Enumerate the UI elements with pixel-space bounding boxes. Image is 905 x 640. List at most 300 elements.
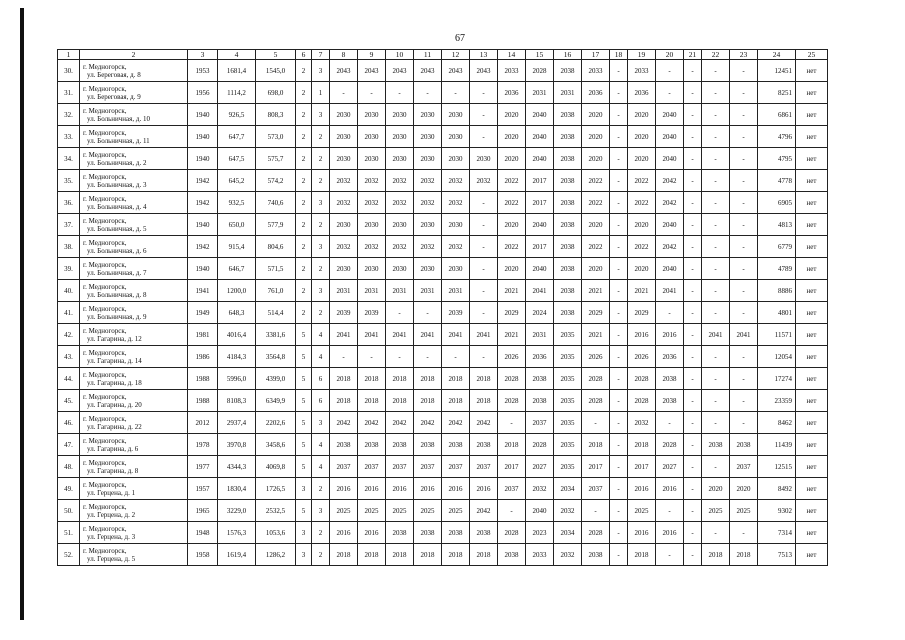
table-cell-col-3: 1949 — [188, 302, 218, 324]
table-cell-col-19: 2020 — [628, 148, 656, 170]
table-cell-col-23: - — [730, 82, 758, 104]
table-cell-col-20: - — [656, 500, 684, 522]
table-cell-col-21: - — [684, 148, 702, 170]
address-street: ул. Гагарина, д. 22 — [87, 422, 142, 431]
table-cell-col-16: 2034 — [554, 478, 582, 500]
table-cell-col-7: 2 — [312, 170, 330, 192]
address-city: г. Медногорск, — [83, 502, 127, 511]
table-cell-col-15: 2028 — [526, 434, 554, 456]
table-cell-col-19: 2016 — [628, 522, 656, 544]
table-cell-col-3: 1940 — [188, 148, 218, 170]
table-cell-col-25: нет — [796, 302, 828, 324]
table-cell-col-21: - — [684, 390, 702, 412]
address-city: г. Медногорск, — [83, 392, 127, 401]
table-cell-col-12: 2030 — [442, 148, 470, 170]
address-street: ул. Больничная, д. 8 — [87, 290, 147, 299]
table-cell-col-20: 2027 — [656, 456, 684, 478]
table-cell-col-11: 2030 — [414, 148, 442, 170]
table-cell-col-12: 2039 — [442, 302, 470, 324]
address-cell — [80, 104, 188, 126]
table-cell-col-14: 2022 — [498, 192, 526, 214]
table-cell-col-18: - — [610, 192, 628, 214]
housing-register-table — [57, 49, 828, 566]
column-header-1: 1 — [58, 50, 80, 60]
table-cell-col-15: 2040 — [526, 148, 554, 170]
table-cell-col-19: 2026 — [628, 346, 656, 368]
table-cell-col-24: 12054 — [758, 346, 796, 368]
table-cell-col-14: 2020 — [498, 148, 526, 170]
table-cell-col-17: 2026 — [582, 346, 610, 368]
table-cell-col-20: - — [656, 302, 684, 324]
table-cell-col-24: 8886 — [758, 280, 796, 302]
table-cell-col-19: 2028 — [628, 368, 656, 390]
table-cell-col-18: - — [610, 456, 628, 478]
table-cell-col-22: - — [702, 302, 730, 324]
table-cell-col-5: 577,9 — [256, 214, 296, 236]
table-cell-col-13: 2038 — [470, 522, 498, 544]
table-cell-col-7: 3 — [312, 236, 330, 258]
table-cell-col-14: - — [498, 412, 526, 434]
table-cell-col-11: 2042 — [414, 412, 442, 434]
table-cell-col-13: 2016 — [470, 478, 498, 500]
table-cell-col-23: - — [730, 368, 758, 390]
table-cell-col-3: 1956 — [188, 82, 218, 104]
table-cell-col-5: 2532,5 — [256, 500, 296, 522]
table-cell-col-13: 2042 — [470, 412, 498, 434]
table-cell-col-19: 2036 — [628, 82, 656, 104]
table-cell-col-17: 2029 — [582, 302, 610, 324]
table-cell-col-21: - — [684, 214, 702, 236]
column-header-22: 22 — [702, 50, 730, 60]
table-row — [58, 126, 828, 148]
table-cell-col-17: - — [582, 412, 610, 434]
column-header-24: 24 — [758, 50, 796, 60]
table-cell-col-20: 2040 — [656, 104, 684, 126]
table-cell-col-12: 2016 — [442, 478, 470, 500]
table-cell-col-24: 23359 — [758, 390, 796, 412]
table-cell-col-14: 2020 — [498, 258, 526, 280]
table-cell-col-9: 2030 — [358, 104, 386, 126]
row-number: 36. — [58, 192, 80, 214]
table-cell-col-6: 2 — [296, 192, 312, 214]
table-cell-col-4: 1200,0 — [218, 280, 256, 302]
table-cell-col-12: 2030 — [442, 214, 470, 236]
table-cell-col-9: 2043 — [358, 60, 386, 82]
table-cell-col-17: 2021 — [582, 280, 610, 302]
table-cell-col-25: нет — [796, 258, 828, 280]
table-cell-col-13: - — [470, 302, 498, 324]
table-cell-col-9: 2037 — [358, 456, 386, 478]
address-cell — [80, 60, 188, 82]
table-cell-col-5: 1545,0 — [256, 60, 296, 82]
table-cell-col-5: 808,3 — [256, 104, 296, 126]
table-cell-col-21: - — [684, 346, 702, 368]
address-street: ул. Больничная, д. 9 — [87, 312, 147, 321]
table-cell-col-10: 2030 — [386, 104, 414, 126]
table-cell-col-4: 3970,8 — [218, 434, 256, 456]
table-cell-col-25: нет — [796, 522, 828, 544]
table-cell-col-5: 740,6 — [256, 192, 296, 214]
table-cell-col-5: 573,0 — [256, 126, 296, 148]
table-cell-col-23: - — [730, 148, 758, 170]
table-cell-col-18: - — [610, 434, 628, 456]
table-cell-col-10: 2032 — [386, 192, 414, 214]
table-cell-col-25: нет — [796, 170, 828, 192]
table-cell-col-22: - — [702, 170, 730, 192]
table-cell-col-15: 2024 — [526, 302, 554, 324]
table-cell-col-7: 3 — [312, 192, 330, 214]
table-cell-col-17: 2033 — [582, 60, 610, 82]
table-cell-col-11: 2038 — [414, 522, 442, 544]
table-cell-col-17: 2028 — [582, 522, 610, 544]
table-cell-col-16: 2038 — [554, 104, 582, 126]
column-header-21: 21 — [684, 50, 702, 60]
table-cell-col-17: 2020 — [582, 214, 610, 236]
address-cell — [80, 170, 188, 192]
table-cell-col-22: - — [702, 104, 730, 126]
table-cell-col-23: - — [730, 104, 758, 126]
table-cell-col-23: - — [730, 170, 758, 192]
address-city: г. Медногорск, — [83, 458, 127, 467]
table-cell-col-10: 2037 — [386, 456, 414, 478]
table-cell-col-9: 2042 — [358, 412, 386, 434]
address-city: г. Медногорск, — [83, 436, 127, 445]
table-cell-col-13: - — [470, 346, 498, 368]
table-cell-col-8: 2037 — [330, 456, 358, 478]
column-header-19: 19 — [628, 50, 656, 60]
address-city: г. Медногорск, — [83, 546, 127, 555]
table-cell-col-15: 2017 — [526, 192, 554, 214]
row-number: 37. — [58, 214, 80, 236]
table-cell-col-12: 2030 — [442, 126, 470, 148]
table-cell-col-11: 2030 — [414, 258, 442, 280]
table-cell-col-23: 2025 — [730, 500, 758, 522]
table-cell-col-4: 646,7 — [218, 258, 256, 280]
table-cell-col-23: - — [730, 280, 758, 302]
column-header-25: 25 — [796, 50, 828, 60]
table-cell-col-10: 2038 — [386, 434, 414, 456]
table-cell-col-8: 2030 — [330, 104, 358, 126]
table-cell-col-7: 4 — [312, 324, 330, 346]
table-cell-col-15: 2040 — [526, 126, 554, 148]
table-cell-col-23: - — [730, 346, 758, 368]
table-cell-col-21: - — [684, 280, 702, 302]
table-cell-col-17: 2020 — [582, 104, 610, 126]
table-cell-col-4: 647,5 — [218, 148, 256, 170]
table-cell-col-8: 2025 — [330, 500, 358, 522]
row-number: 47. — [58, 434, 80, 456]
address-street: ул. Герцена, д. 5 — [87, 554, 136, 563]
table-cell-col-6: 2 — [296, 214, 312, 236]
table-cell-col-25: нет — [796, 434, 828, 456]
table-cell-col-21: - — [684, 456, 702, 478]
table-cell-col-22: - — [702, 456, 730, 478]
table-cell-col-11: 2030 — [414, 214, 442, 236]
table-cell-col-10: 2042 — [386, 412, 414, 434]
table-cell-col-25: нет — [796, 192, 828, 214]
row-number: 40. — [58, 280, 80, 302]
table-cell-col-6: 5 — [296, 324, 312, 346]
table-row — [58, 82, 828, 104]
table-cell-col-17: 2028 — [582, 390, 610, 412]
address-street: ул. Береговая, д. 8 — [87, 70, 141, 79]
table-cell-col-13: 2038 — [470, 434, 498, 456]
table-cell-col-9: 2030 — [358, 214, 386, 236]
table-cell-col-10: 2025 — [386, 500, 414, 522]
table-cell-col-14: 2033 — [498, 60, 526, 82]
table-cell-col-16: 2038 — [554, 126, 582, 148]
table-cell-col-17: 2036 — [582, 82, 610, 104]
table-cell-col-11: 2025 — [414, 500, 442, 522]
table-cell-col-11: - — [414, 346, 442, 368]
table-cell-col-7: 3 — [312, 500, 330, 522]
address-street: ул. Гагарина, д. 14 — [87, 356, 142, 365]
table-cell-col-24: 7314 — [758, 522, 796, 544]
address-street: ул. Гагарина, д. 12 — [87, 334, 142, 343]
table-cell-col-21: - — [684, 126, 702, 148]
table-cell-col-18: - — [610, 412, 628, 434]
table-cell-col-17: 2037 — [582, 478, 610, 500]
table-cell-col-9: - — [358, 346, 386, 368]
table-cell-col-22: - — [702, 60, 730, 82]
address-cell — [80, 390, 188, 412]
table-cell-col-6: 2 — [296, 126, 312, 148]
table-cell-col-25: нет — [796, 126, 828, 148]
table-cell-col-24: 4801 — [758, 302, 796, 324]
table-row — [58, 60, 828, 82]
address-city: г. Медногорск, — [83, 150, 127, 159]
address-street: ул. Больничная, д. 7 — [87, 268, 147, 277]
table-cell-col-12: 2030 — [442, 258, 470, 280]
table-cell-col-23: - — [730, 126, 758, 148]
table-cell-col-6: 5 — [296, 368, 312, 390]
table-cell-col-3: 1942 — [188, 192, 218, 214]
table-cell-col-13: - — [470, 236, 498, 258]
table-cell-col-16: 2038 — [554, 148, 582, 170]
address-street: ул. Гагарина, д. 8 — [87, 466, 139, 475]
table-cell-col-23: 2041 — [730, 324, 758, 346]
table-cell-col-3: 1965 — [188, 500, 218, 522]
table-cell-col-7: 3 — [312, 104, 330, 126]
table-cell-col-15: 2017 — [526, 236, 554, 258]
table-cell-col-25: нет — [796, 368, 828, 390]
table-cell-col-15: 2031 — [526, 324, 554, 346]
table-cell-col-11: 2031 — [414, 280, 442, 302]
table-cell-col-11: - — [414, 302, 442, 324]
table-row — [58, 302, 828, 324]
table-cell-col-10: 2030 — [386, 258, 414, 280]
table-cell-col-20: 2040 — [656, 148, 684, 170]
table-cell-col-21: - — [684, 258, 702, 280]
table-cell-col-7: 4 — [312, 434, 330, 456]
table-row — [58, 104, 828, 126]
table-cell-col-4: 645,2 — [218, 170, 256, 192]
table-cell-col-3: 1958 — [188, 544, 218, 566]
table-cell-col-7: 1 — [312, 82, 330, 104]
table-cell-col-13: 2041 — [470, 324, 498, 346]
table-cell-col-19: 2025 — [628, 500, 656, 522]
table-cell-col-9: 2018 — [358, 390, 386, 412]
table-cell-col-7: 2 — [312, 126, 330, 148]
table-cell-col-6: 5 — [296, 500, 312, 522]
table-cell-col-11: 2032 — [414, 236, 442, 258]
table-row — [58, 214, 828, 236]
table-cell-col-6: 3 — [296, 478, 312, 500]
table-cell-col-3: 1940 — [188, 126, 218, 148]
table-cell-col-24: 11439 — [758, 434, 796, 456]
table-cell-col-16: 2038 — [554, 170, 582, 192]
address-cell — [80, 214, 188, 236]
table-cell-col-15: 2023 — [526, 522, 554, 544]
table-row — [58, 544, 828, 566]
table-cell-col-9: 2018 — [358, 368, 386, 390]
column-header-9: 9 — [358, 50, 386, 60]
table-cell-col-14: 2028 — [498, 390, 526, 412]
table-cell-col-12: - — [442, 346, 470, 368]
table-cell-col-11: 2041 — [414, 324, 442, 346]
table-cell-col-13: - — [470, 104, 498, 126]
table-cell-col-11: 2032 — [414, 170, 442, 192]
table-cell-col-3: 1953 — [188, 60, 218, 82]
table-cell-col-15: 2033 — [526, 544, 554, 566]
table-cell-col-17: 2020 — [582, 126, 610, 148]
table-cell-col-20: 2016 — [656, 324, 684, 346]
row-number: 32. — [58, 104, 80, 126]
table-cell-col-15: 2038 — [526, 368, 554, 390]
table-cell-col-23: - — [730, 60, 758, 82]
table-cell-col-5: 1053,6 — [256, 522, 296, 544]
address-city: г. Медногорск, — [83, 348, 127, 357]
row-number: 34. — [58, 148, 80, 170]
table-cell-col-16: 2038 — [554, 280, 582, 302]
table-cell-col-19: 2029 — [628, 302, 656, 324]
table-cell-col-6: 2 — [296, 82, 312, 104]
table-cell-col-22: - — [702, 368, 730, 390]
table-cell-col-25: нет — [796, 346, 828, 368]
address-city: г. Медногорск, — [83, 84, 127, 93]
table-cell-col-11: 2038 — [414, 434, 442, 456]
table-cell-col-24: 9302 — [758, 500, 796, 522]
table-cell-col-8: 2030 — [330, 258, 358, 280]
table-cell-col-6: 5 — [296, 346, 312, 368]
table-cell-col-14: 2022 — [498, 170, 526, 192]
table-cell-col-16: 2032 — [554, 500, 582, 522]
address-city: г. Медногорск, — [83, 524, 127, 533]
table-cell-col-10: 2018 — [386, 368, 414, 390]
table-cell-col-9: 2032 — [358, 170, 386, 192]
column-header-16: 16 — [554, 50, 582, 60]
address-cell — [80, 544, 188, 566]
table-cell-col-4: 4184,3 — [218, 346, 256, 368]
table-cell-col-9: 2039 — [358, 302, 386, 324]
table-cell-col-10: - — [386, 302, 414, 324]
address-cell — [80, 500, 188, 522]
table-cell-col-4: 4344,3 — [218, 456, 256, 478]
table-cell-col-16: 2031 — [554, 82, 582, 104]
table-cell-col-4: 1830,4 — [218, 478, 256, 500]
table-cell-col-23: - — [730, 412, 758, 434]
column-header-2: 2 — [80, 50, 188, 60]
table-cell-col-14: 2020 — [498, 126, 526, 148]
table-cell-col-11: 2018 — [414, 368, 442, 390]
table-cell-col-13: - — [470, 280, 498, 302]
row-number: 39. — [58, 258, 80, 280]
table-cell-col-9: 2016 — [358, 478, 386, 500]
table-cell-col-15: 2040 — [526, 104, 554, 126]
table-cell-col-14: 2017 — [498, 456, 526, 478]
table-cell-col-14: - — [498, 500, 526, 522]
table-cell-col-6: 2 — [296, 280, 312, 302]
row-number: 46. — [58, 412, 80, 434]
address-street: ул. Больничная, д. 5 — [87, 224, 147, 233]
table-cell-col-8: - — [330, 346, 358, 368]
table-cell-col-24: 6779 — [758, 236, 796, 258]
table-cell-col-10: 2016 — [386, 478, 414, 500]
address-cell — [80, 324, 188, 346]
address-cell — [80, 522, 188, 544]
table-cell-col-19: 2018 — [628, 544, 656, 566]
table-cell-col-16: 2038 — [554, 214, 582, 236]
table-cell-col-13: 2037 — [470, 456, 498, 478]
table-cell-col-20: 2038 — [656, 368, 684, 390]
table-cell-col-7: 3 — [312, 412, 330, 434]
table-cell-col-22: 2025 — [702, 500, 730, 522]
table-cell-col-18: - — [610, 324, 628, 346]
table-cell-col-17: 2020 — [582, 148, 610, 170]
table-cell-col-9: - — [358, 82, 386, 104]
table-cell-col-21: - — [684, 478, 702, 500]
row-number: 51. — [58, 522, 80, 544]
address-city: г. Медногорск, — [83, 370, 127, 379]
table-cell-col-24: 12451 — [758, 60, 796, 82]
table-cell-col-18: - — [610, 236, 628, 258]
table-cell-col-5: 761,0 — [256, 280, 296, 302]
table-cell-col-4: 1576,3 — [218, 522, 256, 544]
table-cell-col-12: 2018 — [442, 544, 470, 566]
table-cell-col-15: 2017 — [526, 170, 554, 192]
table-cell-col-6: 3 — [296, 544, 312, 566]
table-cell-col-9: 2025 — [358, 500, 386, 522]
table-cell-col-18: - — [610, 500, 628, 522]
table-row — [58, 148, 828, 170]
table-cell-col-5: 2202,6 — [256, 412, 296, 434]
table-cell-col-9: 2030 — [358, 126, 386, 148]
table-cell-col-15: 2031 — [526, 82, 554, 104]
column-header-3: 3 — [188, 50, 218, 60]
address-city: г. Медногорск, — [83, 326, 127, 335]
table-cell-col-21: - — [684, 522, 702, 544]
table-cell-col-21: - — [684, 60, 702, 82]
table-cell-col-23: - — [730, 390, 758, 412]
table-cell-col-25: нет — [796, 412, 828, 434]
table-cell-col-6: 2 — [296, 236, 312, 258]
table-cell-col-16: 2035 — [554, 368, 582, 390]
column-header-20: 20 — [656, 50, 684, 60]
address-city: г. Медногорск, — [83, 260, 127, 269]
table-cell-col-16: 2038 — [554, 302, 582, 324]
table-cell-col-10: 2043 — [386, 60, 414, 82]
address-street: ул. Больничная, д. 3 — [87, 180, 147, 189]
table-cell-col-14: 2028 — [498, 522, 526, 544]
table-cell-col-8: - — [330, 82, 358, 104]
table-row — [58, 390, 828, 412]
table-cell-col-25: нет — [796, 236, 828, 258]
address-cell — [80, 456, 188, 478]
address-street: ул. Гагарина, д. 18 — [87, 378, 142, 387]
table-cell-col-8: 2030 — [330, 148, 358, 170]
table-cell-col-18: - — [610, 148, 628, 170]
table-cell-col-9: 2038 — [358, 434, 386, 456]
